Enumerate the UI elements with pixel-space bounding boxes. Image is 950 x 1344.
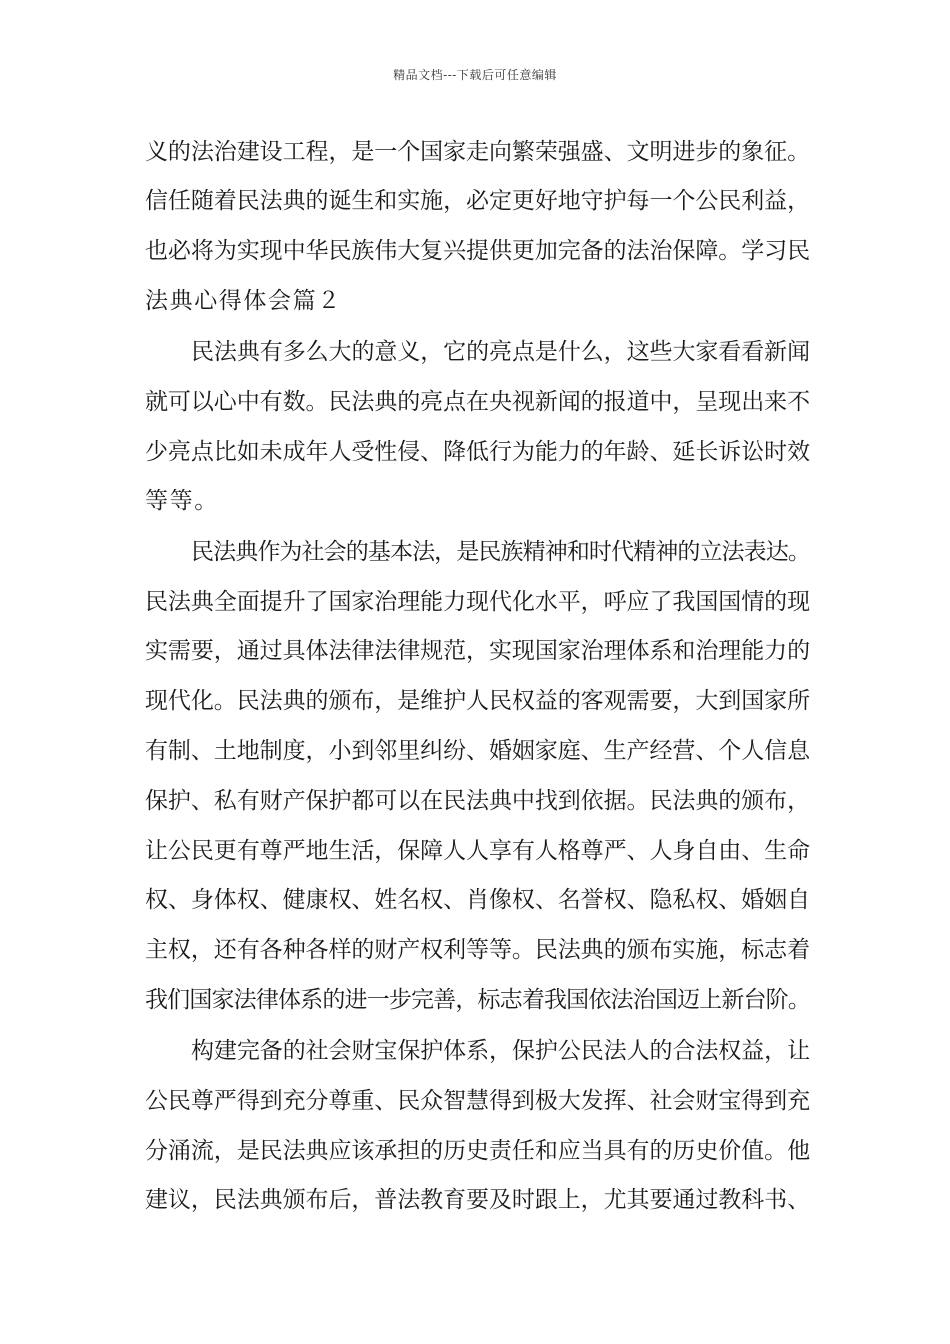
page-header: 精品文档---下载后可任意编辑: [393, 68, 557, 82]
text-line: 有制、土地制度，小到邻里纠纷、婚姻家庭、生产经营、个人信息: [145, 738, 810, 764]
text-line: 建议，民法典颁布后，普法教育要及时跟上，尤其要通过教科书、: [145, 1187, 810, 1213]
text-line: 主权，还有各种各样的财产权利等等。民法典的颁布实施，标志着: [145, 937, 810, 963]
text-line: 少亮点比如未成年人受性侵、降低行为能力的年龄、延长诉讼时效: [145, 439, 810, 465]
paragraph-start-line: 民法典作为社会的基本法，是民族精神和时代精神的立法表达。: [191, 539, 810, 565]
text-line: 信任随着民法典的诞生和实施，必定更好地守护每一个公民利益，: [145, 188, 810, 214]
text-line: 现代化。民法典的颁布，是维护人民权益的客观需要，大到国家所: [145, 688, 810, 714]
text-line: 也必将为实现中华民族伟大复兴提供更加完备的法治保障。学习民: [145, 238, 810, 264]
text-line: 就可以心中有数。民法典的亮点在央视新闻的报道中，呈现出来不: [145, 389, 810, 415]
paragraph-start-line: 构建完备的社会财宝保护体系，保护公民法人的合法权益，让: [191, 1038, 810, 1064]
text-line: 我们国家法律体系的进一步完善，标志着我国依法治国迈上新台阶。: [145, 987, 810, 1013]
paragraph-start-line: 民法典有多么大的意义，它的亮点是什么，这些大家看看新闻: [191, 339, 810, 365]
text-line: 保护、私有财产保护都可以在民法典中找到依据。民法典的颁布，: [145, 788, 810, 814]
text-line: 义的法治建设工程，是一个国家走向繁荣强盛、文明进步的象征。: [145, 139, 810, 165]
text-line: 分涌流，是民法典应该承担的历史责任和应当具有的历史价值。他: [145, 1138, 810, 1164]
text-line: 民法典全面提升了国家治理能力现代化水平，呼应了我国国情的现: [145, 589, 810, 615]
text-line: 公民尊严得到充分尊重、民众智慧得到极大发挥、社会财宝得到充: [145, 1088, 810, 1114]
text-line: 让公民更有尊严地生活，保障人人享有人格尊严、人身自由、生命: [145, 838, 810, 864]
text-line: 权、身体权、健康权、姓名权、肖像权、名誉权、隐私权、婚姻自: [145, 887, 810, 913]
text-line: 法典心得体会篇２: [145, 288, 342, 314]
text-line: 等等。: [145, 488, 219, 514]
text-line: 实需要，通过具体法律法律规范，实现国家治理体系和治理能力的: [145, 638, 810, 664]
